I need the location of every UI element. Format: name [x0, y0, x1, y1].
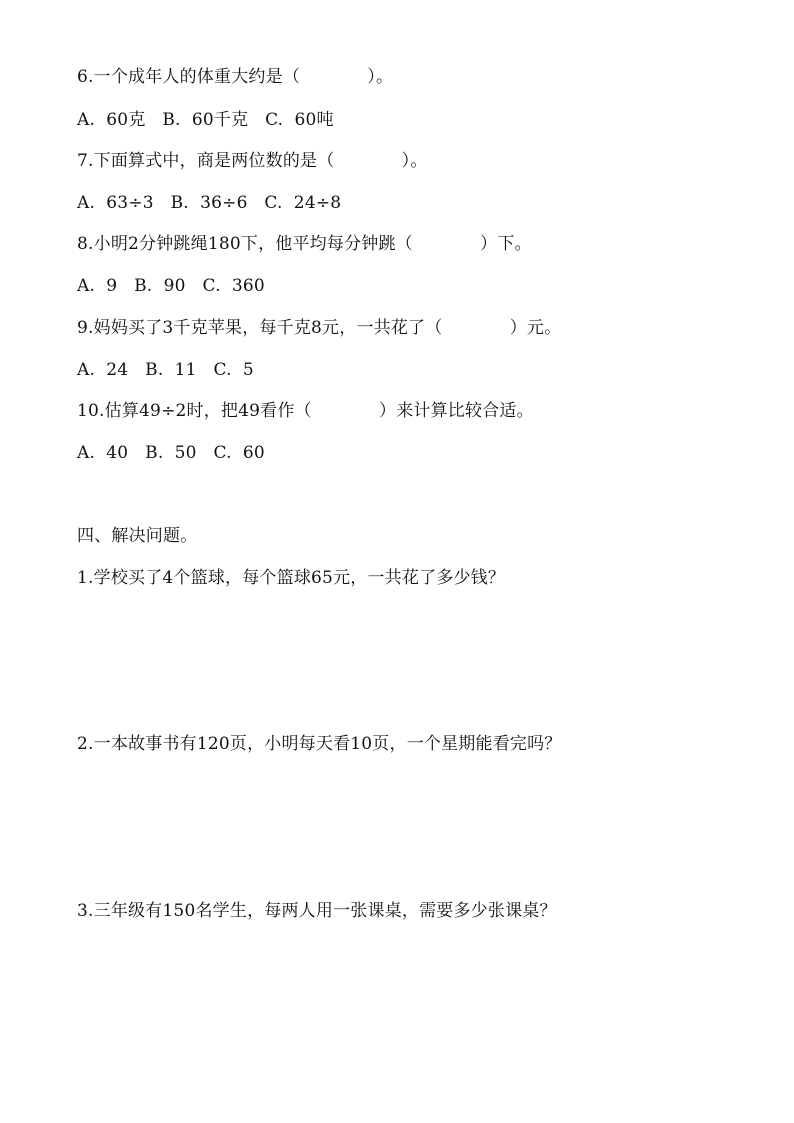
question-9: 9.妈妈买了3千克苹果，每千克8元，一共花了（ ）元。 [77, 318, 562, 338]
question-7-options: A. 63÷3 B. 36÷6 C. 24÷8 [77, 193, 342, 213]
problem-1: 1.学校买了4个篮球，每个篮球65元，一共花了多少钱？ [77, 568, 506, 588]
problem-2: 2.一本故事书有120页，小明每天看10页，一个星期能看完吗？ [77, 734, 562, 754]
question-8: 8.小明2分钟跳绳180下，他平均每分钟跳（ ）下。 [77, 234, 532, 254]
question-8-options: A. 9 B. 90 C. 360 [77, 276, 265, 296]
question-10-options: A. 40 B. 50 C. 60 [77, 443, 265, 463]
question-7: 7.下面算式中，商是两位数的是（ ）。 [77, 151, 428, 171]
question-6-options: A. 60克 B. 60千克 C. 60吨 [77, 110, 334, 130]
question-10: 10.估算49÷2时，把49看作（ ）来计算比较合适。 [77, 401, 534, 421]
section-heading: 四、解决问题。 [77, 526, 198, 546]
problem-3: 3.三年级有150名学生，每两人用一张课桌，需要多少张课桌？ [77, 901, 557, 921]
question-9-options: A. 24 B. 11 C. 5 [77, 360, 254, 380]
question-6: 6.一个成年人的体重大约是（ ）。 [77, 67, 394, 87]
